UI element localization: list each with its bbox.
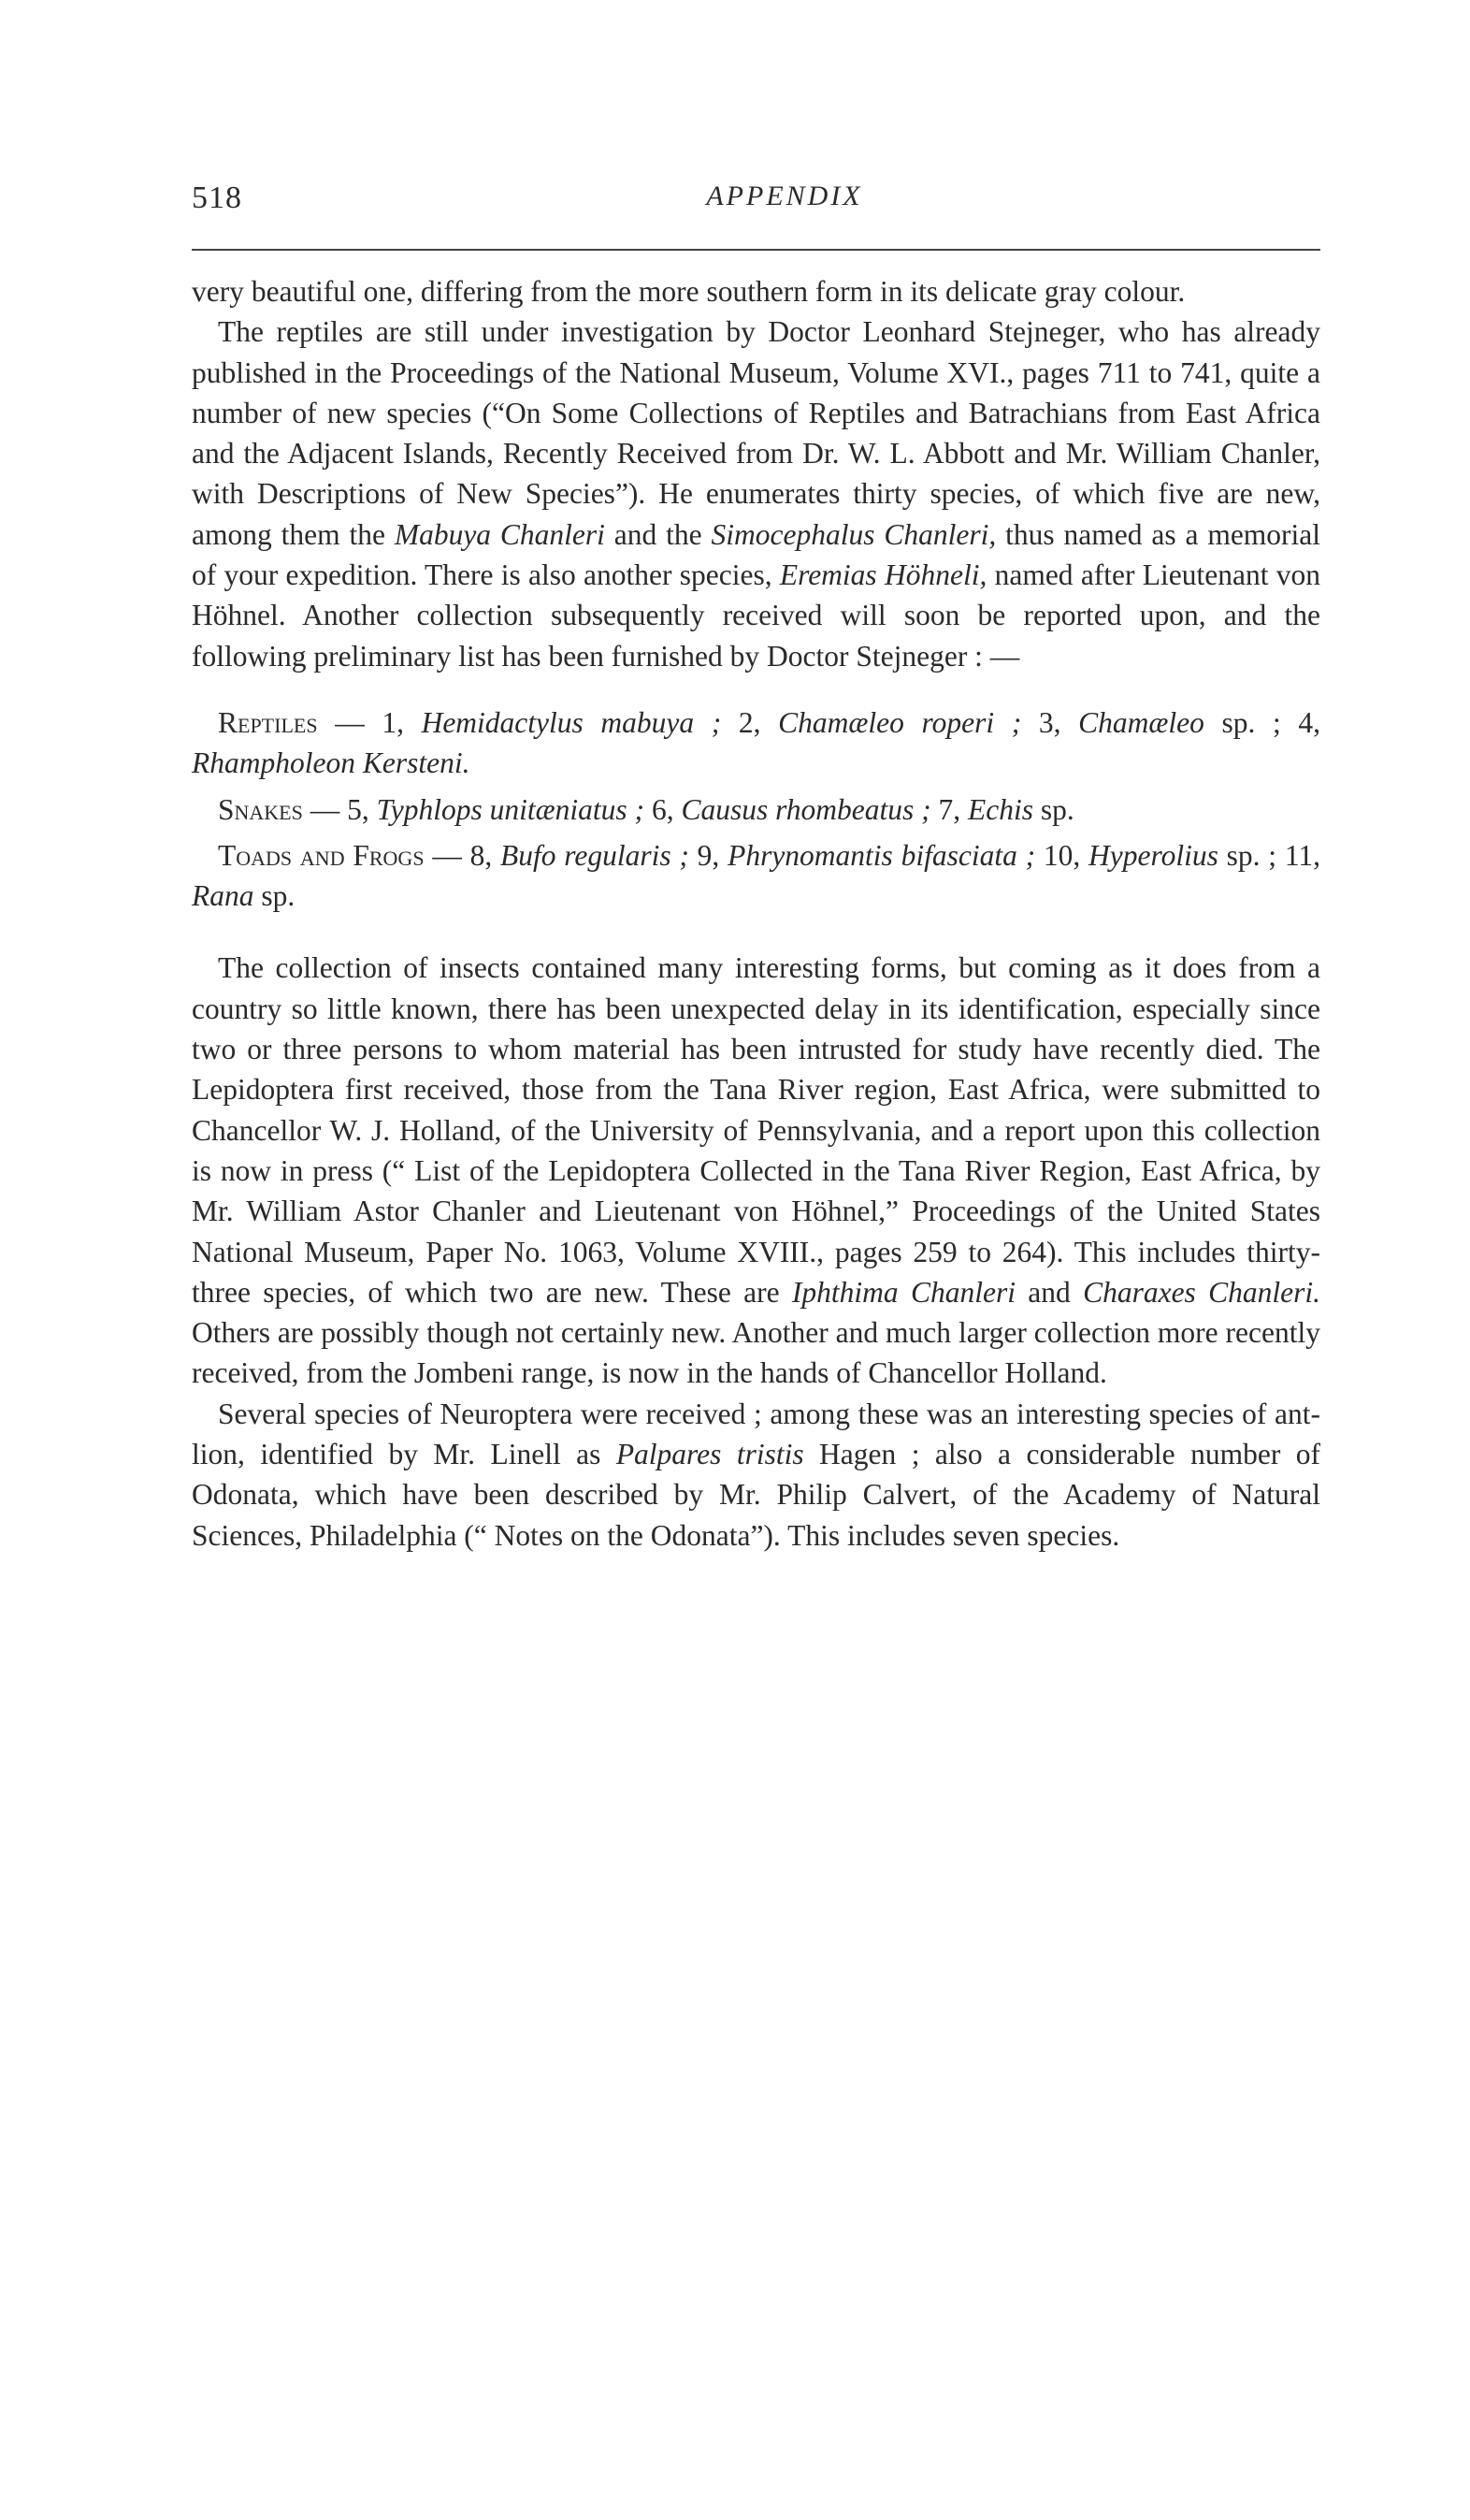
species-name: Palpares tristis	[615, 1438, 804, 1471]
header-rule	[192, 249, 1320, 251]
list-text: 2,	[721, 705, 779, 739]
species-name: Eremias Höhneli,	[779, 558, 987, 592]
paragraph-text: and	[1015, 1275, 1084, 1309]
list-text: 9,	[688, 838, 728, 872]
list-item-reptiles	[192, 702, 1320, 784]
species-name: Hyperolius	[1088, 838, 1218, 872]
species-name: Chamæleo	[1078, 705, 1204, 739]
body-text	[192, 271, 1320, 1556]
list-text: sp.	[1033, 792, 1074, 826]
list-text: sp.	[253, 879, 295, 913]
paragraph-neuroptera	[192, 1394, 1320, 1556]
spacer	[192, 676, 1320, 702]
list-text: 3,	[1021, 705, 1079, 739]
species-name: Echis	[968, 792, 1033, 826]
species-name: Mabuya Chanleri	[394, 517, 605, 551]
list-text: — 8,	[424, 838, 501, 872]
list-text: — 5,	[302, 792, 377, 826]
paragraph-text: Hagen ; also a considerable number of Odonata, which have been described by Mr. Philip Calvert, of the Academy of Natural Sciences, Philadelphia (“ Notes on the Odonata”). This includes seven species.	[192, 1438, 1320, 1552]
species-name: Iphthima Chanleri	[791, 1275, 1016, 1309]
paragraph-text: The reptiles are still under investigation by Doctor Leonhard Stejneger, who has already published in the Proceedings of the National Museum, Volume XVI., pages 711 to 741, quite a number of new species (“On Some Collections of Reptiles and Batrachians from East Africa and the Adjacent Islands, Recently Received from Dr. W. L. Abbott and Mr. William Chanler, with Descriptions of New Species”). He enumerates thirty species, of which five are new, among them the	[192, 315, 1320, 551]
list-item-toads	[192, 835, 1320, 917]
species-name: Rhampholeon Kersteni.	[192, 746, 470, 780]
paragraph-text: very beautiful one, differing from the more southern form in its delicate gray colour.	[192, 275, 1186, 308]
species-name: Simocephalus Chanleri,	[711, 517, 997, 551]
paragraph-text: The collection of insects contained many interesting forms, but coming as it does from a country so little known, there has been unexpected delay in its identification, especially since two or three persons to whom material has been intrusted for study have recently died. The Lepidoptera first received, those from the Tana River region, East Africa, were submitted to Chancellor W. J. Holland, of the University of Pennsylvania, and a report upon this collection is now in press (“ List of the Lepidoptera Collected in the Tana River Region, East Africa, by Mr. William Astor Chanler and Lieutenant von Höhnel,” Proceedings of the United States National Museum, Paper No. 1063, Volume XVIII., pages 259 to 264). This includes thirty-three species, of which two are new. These are	[192, 951, 1320, 1309]
paragraph-reptiles	[192, 311, 1320, 676]
list-text: 6,	[644, 792, 682, 826]
list-label: Reptiles	[218, 705, 318, 739]
species-name: Bufo regularis ;	[500, 838, 689, 872]
paragraph-continuation	[192, 271, 1320, 311]
paragraph-text: thus named as a memorial of your expedition. There is also another species,	[192, 517, 1321, 592]
species-name: Chamæleo roperi ;	[778, 705, 1022, 739]
spacer	[192, 921, 1320, 948]
species-name: Phrynomantis bifasciata ;	[728, 838, 1036, 872]
list-item-snakes	[192, 789, 1320, 830]
list-text: — 1,	[317, 705, 422, 739]
page-number: 518	[192, 181, 242, 215]
species-name: Typhlops unitæniatus ;	[376, 792, 645, 826]
running-head: APPENDIX	[706, 181, 863, 211]
list-label: Toads and Frogs	[218, 838, 425, 872]
list-label: Snakes	[218, 792, 303, 826]
species-name: Hemidactylus mabuya ;	[421, 705, 722, 739]
list-text: 10,	[1035, 838, 1089, 872]
paragraph-text: and the	[604, 517, 712, 551]
list-text: sp. ; 11,	[1218, 838, 1321, 872]
paragraph-text: Others are possibly though not certainly new. Another and much larger collection more recently received, from the Jombeni range, is now in the hands of Chancellor Holland.	[192, 1316, 1320, 1390]
species-name: Charaxes Chanleri.	[1083, 1275, 1321, 1309]
paragraph-text: named after Lieutenant von Höhnel. Another collection subsequently received will soon be reported upon, and the following preliminary list has been furnished by Doctor Stejneger : —	[192, 558, 1320, 673]
page-header	[192, 181, 1321, 237]
list-text: sp. ; 4,	[1203, 705, 1321, 739]
paragraph-text: Several species of Neuroptera were received ; among these was an interesting species of ant-lion, identified by Mr. Linell as	[192, 1397, 1320, 1471]
species-name: Causus rhombeatus ;	[681, 792, 931, 826]
species-name: Rana	[192, 879, 254, 913]
paragraph-insects	[192, 948, 1320, 1393]
list-text: 7,	[930, 792, 969, 826]
